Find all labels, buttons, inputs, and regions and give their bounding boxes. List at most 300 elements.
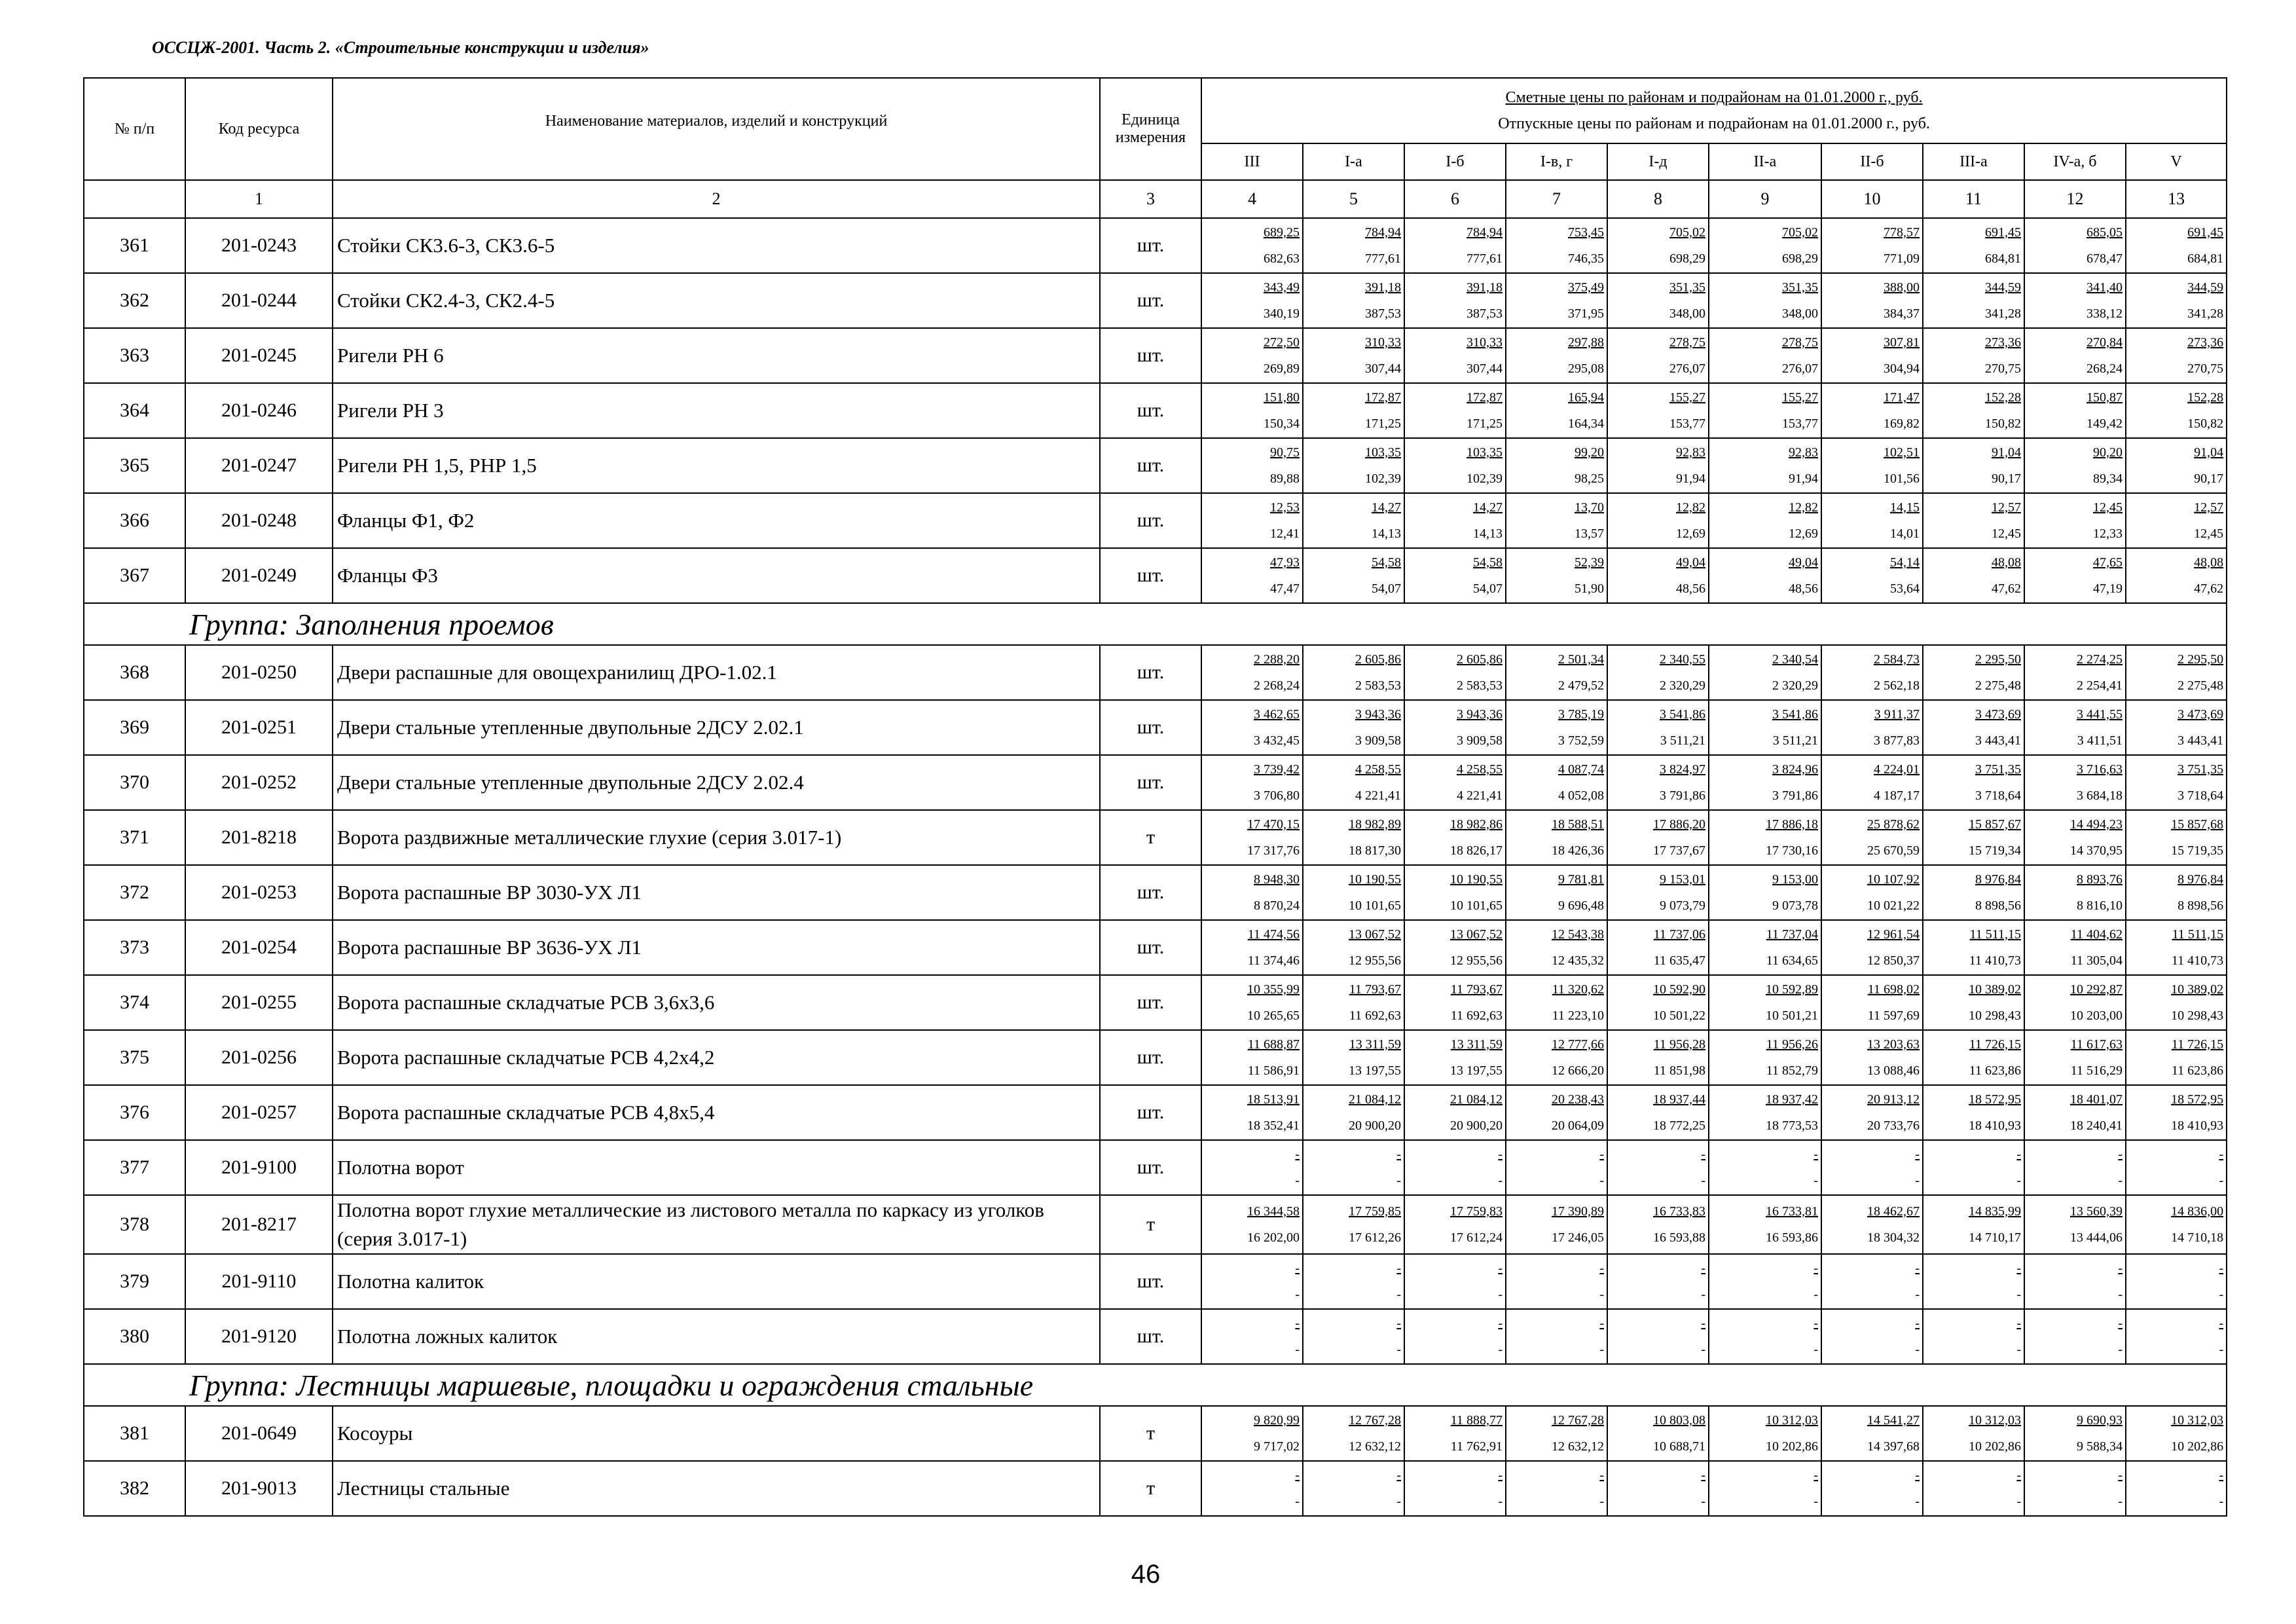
release-price: 153,77 [1782, 416, 1818, 431]
row-number: 379 [84, 1254, 185, 1309]
price-cell [2024, 1461, 2126, 1516]
estimated-price: 11 320,62 [1552, 982, 1604, 997]
release-price: - [1396, 1287, 1401, 1302]
estimated-price: 152,28 [2187, 390, 2224, 405]
release-price: 270,75 [1985, 361, 2021, 376]
release-price: 3 411,51 [2077, 733, 2123, 748]
group-spacer [84, 1364, 185, 1406]
price-cell [1821, 548, 1923, 603]
estimated-price: 12,45 [2093, 500, 2123, 515]
price-cell [2126, 1085, 2227, 1140]
estimated-price: - [2118, 1468, 2123, 1483]
price-cell [1923, 383, 2024, 438]
estimated-price: 10 389,02 [2171, 982, 2224, 997]
unit: шт. [1100, 645, 1201, 700]
estimated-price: 17 470,15 [1247, 817, 1300, 832]
estimated-price: 11 511,15 [1969, 927, 2021, 942]
price-cell [1821, 1195, 1923, 1254]
release-price: 4 052,08 [1558, 788, 1604, 803]
estimated-price: 13 560,39 [2070, 1204, 2123, 1219]
item-name: Ворота распашные складчатые РСВ 3,6х3,6 [333, 975, 1100, 1030]
release-price: 14 710,17 [1969, 1230, 2021, 1245]
price-cell [1506, 810, 1607, 865]
price-cell [2024, 645, 2126, 700]
estimated-price: 270,84 [2086, 335, 2123, 350]
resource-code: 201-0252 [185, 755, 333, 810]
release-price: 12,45 [2194, 526, 2224, 541]
resource-code: 201-0246 [185, 383, 333, 438]
release-price: 3 718,64 [2178, 788, 2224, 803]
estimated-price: 310,33 [1365, 335, 1401, 350]
price-cell [1607, 383, 1709, 438]
price-cell [1303, 1030, 1404, 1085]
price-cell [1821, 438, 1923, 493]
estimated-price: 11 793,67 [1349, 982, 1401, 997]
estimated-price: 11 726,15 [2171, 1037, 2224, 1052]
release-price: 12 435,32 [1552, 953, 1604, 968]
release-price: 20 733,76 [1867, 1118, 1920, 1133]
item-name: Ворота распашные ВР 3636-УХ Л1 [333, 920, 1100, 975]
price-cell [1404, 328, 1506, 383]
estimated-price: 11 511,15 [2172, 927, 2224, 942]
price-cell [1709, 438, 1821, 493]
price-cell [1303, 975, 1404, 1030]
column-number-cell: 7 [1506, 180, 1607, 218]
price-cell [1404, 1254, 1506, 1309]
release-price: 48,56 [1676, 581, 1705, 596]
estimated-price: 20 913,12 [1867, 1092, 1920, 1107]
price-cell [1404, 755, 1506, 810]
estimated-price: 11 956,28 [1653, 1037, 1705, 1052]
estimated-price: - [2016, 1147, 2021, 1162]
estimated-price: 103,35 [1365, 445, 1401, 460]
release-price: 3 511,21 [1772, 733, 1818, 748]
price-cell [1923, 700, 2024, 755]
release-price: 11 692,63 [1450, 1008, 1503, 1023]
price-cell [1201, 920, 1303, 975]
column-number-cell: 5 [1303, 180, 1404, 218]
price-cell [2126, 1030, 2227, 1085]
price-cell [2126, 1195, 2227, 1254]
price-cell [1201, 328, 1303, 383]
release-price: 11 851,98 [1653, 1063, 1705, 1078]
item-name: Двери стальные утепленные двупольные 2ДСУ 2.02.1 [333, 700, 1100, 755]
resource-code: 201-0250 [185, 645, 333, 700]
header-prices-line2: Отпускные цены по районам и подрайонам на 01.01.2000 г., руб. [1498, 115, 1930, 132]
price-cell [1821, 273, 1923, 328]
release-price: 14 370,95 [2070, 843, 2123, 858]
price-cell [1506, 1195, 1607, 1254]
price-cell [1923, 493, 2024, 548]
estimated-price: - [1599, 1468, 1604, 1483]
release-price: 15 719,35 [2171, 843, 2224, 858]
release-price: 169,82 [1884, 416, 1920, 431]
estimated-price: 689,25 [1264, 225, 1300, 240]
price-cell [1607, 273, 1709, 328]
estimated-price: 11 688,87 [1247, 1037, 1300, 1052]
estimated-price: - [1498, 1316, 1503, 1331]
price-cell [1821, 328, 1923, 383]
release-price: 8 898,56 [1975, 898, 2021, 913]
document-header: ОССЦЖ-2001. Часть 2. «Строительные конструкции и изделия» [152, 38, 649, 57]
price-cell [1709, 1195, 1821, 1254]
estimated-price: 172,87 [1365, 390, 1401, 405]
price-cell [1201, 273, 1303, 328]
estimated-price: 14,15 [1890, 500, 1920, 515]
price-cell [1821, 383, 1923, 438]
price-cell [1404, 1195, 1506, 1254]
estimated-price: 99,20 [1575, 445, 1604, 460]
resource-code: 201-0245 [185, 328, 333, 383]
release-price: 341,28 [1985, 306, 2021, 321]
column-number-row [84, 180, 2227, 218]
price-cell [1303, 383, 1404, 438]
price-cell [1303, 218, 1404, 273]
resource-code: 201-0257 [185, 1085, 333, 1140]
item-name: Ворота распашные складчатые РСВ 4,2х4,2 [333, 1030, 1100, 1085]
price-cell [1607, 328, 1709, 383]
price-cell [1821, 700, 1923, 755]
resource-code: 201-0256 [185, 1030, 333, 1085]
release-price: - [1599, 1494, 1604, 1509]
price-cell [1506, 1309, 1607, 1364]
estimated-price: 8 893,76 [2077, 872, 2123, 887]
estimated-price: 278,75 [1782, 335, 1818, 350]
release-price: 17 737,67 [1653, 843, 1705, 858]
estimated-price: 16 733,83 [1653, 1204, 1705, 1219]
price-cell [2024, 1030, 2126, 1085]
release-price: 2 562,18 [1874, 678, 1920, 693]
release-price: - [1915, 1287, 1920, 1302]
release-price: 2 275,48 [2178, 678, 2224, 693]
region-header-cell: I-д [1607, 143, 1709, 180]
resource-code: 201-0244 [185, 273, 333, 328]
price-cell [1821, 1406, 1923, 1461]
row-number: 366 [84, 493, 185, 548]
price-cell [1607, 1140, 1709, 1195]
price-cell [2024, 383, 2126, 438]
item-name: Ворота раздвижные металлические глухие (серия 3.017-1) [333, 810, 1100, 865]
release-price: - [1915, 1173, 1920, 1188]
estimated-price: 3 751,35 [2178, 762, 2224, 777]
table-body [84, 218, 2227, 1516]
price-cell [1821, 1140, 1923, 1195]
release-price: 12 955,56 [1450, 953, 1503, 968]
release-price: 3 752,59 [1558, 733, 1604, 748]
release-price: 11 623,86 [2171, 1063, 2224, 1078]
price-cell [1709, 1309, 1821, 1364]
estimated-price: 18 513,91 [1247, 1092, 1300, 1107]
region-header-cell: I-а [1303, 143, 1404, 180]
price-cell [1607, 438, 1709, 493]
release-price: 11 410,73 [2171, 953, 2224, 968]
table-row [84, 810, 2227, 865]
group-spacer [84, 603, 185, 645]
release-price: 3 909,58 [1457, 733, 1503, 748]
price-cell [2024, 493, 2126, 548]
estimated-price: 12 767,28 [1349, 1413, 1401, 1428]
estimated-price: 2 605,86 [1355, 652, 1401, 667]
price-cell [2024, 975, 2126, 1030]
estimated-price: 10 312,03 [2171, 1413, 2224, 1428]
release-price: 307,44 [1365, 361, 1401, 376]
column-number-cell: 8 [1607, 180, 1709, 218]
price-cell [1404, 383, 1506, 438]
price-cell [1506, 1140, 1607, 1195]
estimated-price: 155,27 [1669, 390, 1705, 405]
estimated-price: - [2118, 1147, 2123, 1162]
price-cell [1709, 383, 1821, 438]
price-cell [1821, 975, 1923, 1030]
estimated-price: 3 441,55 [2077, 707, 2123, 722]
region-header-cell: III [1201, 143, 1303, 180]
release-price: 10 298,43 [2171, 1008, 2224, 1023]
resource-code: 201-0247 [185, 438, 333, 493]
release-price: 387,53 [1365, 306, 1401, 321]
price-cell [1709, 1254, 1821, 1309]
release-price: 150,82 [1985, 416, 2021, 431]
price-cell [1404, 548, 1506, 603]
estimated-price: 17 390,89 [1552, 1204, 1604, 1219]
estimated-price: 92,83 [1676, 445, 1705, 460]
price-cell [1821, 1254, 1923, 1309]
release-price: 3 511,21 [1660, 733, 1705, 748]
price-cell [2024, 810, 2126, 865]
estimated-price: 388,00 [1884, 280, 1920, 295]
estimated-price: 307,81 [1884, 335, 1920, 350]
estimated-price: 784,94 [1365, 225, 1401, 240]
estimated-price: 3 824,96 [1772, 762, 1818, 777]
price-cell [1303, 548, 1404, 603]
price-cell [1821, 1461, 1923, 1516]
item-name: Двери распашные для овощехранилищ ДРО-1.02.1 [333, 645, 1100, 700]
release-price: 25 670,59 [1867, 843, 1920, 858]
unit: шт. [1100, 975, 1201, 1030]
release-price: 3 706,80 [1254, 788, 1300, 803]
estimated-price: 49,04 [1789, 555, 1818, 570]
price-cell [1923, 438, 2024, 493]
price-cell [1506, 273, 1607, 328]
price-cell [1201, 383, 1303, 438]
estimated-price: 3 473,69 [1975, 707, 2021, 722]
estimated-price: - [1295, 1261, 1300, 1276]
price-cell [1923, 1309, 2024, 1364]
table-row [84, 865, 2227, 920]
release-price: 3 443,41 [2178, 733, 2224, 748]
estimated-price: 9 690,93 [2077, 1413, 2123, 1428]
release-price: 10 265,65 [1247, 1008, 1300, 1023]
release-price: 11 305,04 [2070, 953, 2123, 968]
price-cell [1821, 865, 1923, 920]
price-cell [1821, 810, 1923, 865]
release-price: 12 955,56 [1349, 953, 1401, 968]
row-number: 370 [84, 755, 185, 810]
release-price: 18 410,93 [1969, 1118, 2021, 1133]
price-cell [1303, 1254, 1404, 1309]
column-number-cell: 6 [1404, 180, 1506, 218]
release-price: 698,29 [1669, 251, 1705, 266]
release-price: 171,25 [1365, 416, 1401, 431]
price-cell [1709, 1461, 1821, 1516]
row-number: 381 [84, 1406, 185, 1461]
table-row [84, 383, 2227, 438]
unit: шт. [1100, 865, 1201, 920]
price-cell [1607, 1030, 1709, 1085]
price-cell [1506, 975, 1607, 1030]
release-price: - [2219, 1494, 2224, 1509]
release-price: 13 088,46 [1867, 1063, 1920, 1078]
item-name: Полотна ворот глухие металлические из листового металла по каркасу из уголков (серия 3.017-1) [333, 1195, 1100, 1254]
header-unit: Единица измерения [1100, 78, 1201, 180]
price-cell [2126, 383, 2227, 438]
table-row [84, 1140, 2227, 1195]
estimated-price: 9 153,00 [1772, 872, 1818, 887]
release-price: 102,39 [1467, 471, 1503, 486]
price-cell [1404, 865, 1506, 920]
price-cell [1506, 1254, 1607, 1309]
release-price: 371,95 [1568, 306, 1604, 321]
release-price: 89,34 [2093, 471, 2123, 486]
region-header-cell: IV-а, б [2024, 143, 2126, 180]
release-price: - [1295, 1494, 1300, 1509]
estimated-price: 375,49 [1568, 280, 1604, 295]
row-number: 362 [84, 273, 185, 328]
estimated-price: 16 344,58 [1247, 1204, 1300, 1219]
estimated-price: 685,05 [2086, 225, 2123, 240]
price-cell [2024, 328, 2126, 383]
release-price: 3 791,86 [1660, 788, 1705, 803]
row-number: 376 [84, 1085, 185, 1140]
estimated-price: - [2219, 1468, 2224, 1483]
header-code: Код ресурса [185, 78, 333, 180]
estimated-price: - [2016, 1261, 2021, 1276]
column-number-cell: 2 [333, 180, 1100, 218]
release-price: 48,56 [1789, 581, 1818, 596]
header-name: Наименование материалов, изделий и конструкций [333, 78, 1100, 180]
row-number: 365 [84, 438, 185, 493]
price-cell [1923, 218, 2024, 273]
unit: шт. [1100, 755, 1201, 810]
release-price: 51,90 [1575, 581, 1604, 596]
price-cell [1506, 755, 1607, 810]
estimated-price: 48,08 [1992, 555, 2021, 570]
estimated-price: - [1701, 1468, 1705, 1483]
price-cell [1303, 328, 1404, 383]
row-number: 361 [84, 218, 185, 273]
price-cell [1607, 645, 1709, 700]
release-price: - [2118, 1287, 2123, 1302]
estimated-price: 12,53 [1270, 500, 1300, 515]
estimated-price: 151,80 [1264, 390, 1300, 405]
release-price: 8 870,24 [1254, 898, 1300, 913]
price-cell [2126, 755, 2227, 810]
row-number: 374 [84, 975, 185, 1030]
estimated-price: - [1915, 1147, 1920, 1162]
estimated-price: 3 911,37 [1874, 707, 1920, 722]
release-price: - [2118, 1342, 2123, 1357]
release-price: - [1915, 1494, 1920, 1509]
price-cell [1404, 700, 1506, 755]
price-cell [1607, 865, 1709, 920]
row-number: 369 [84, 700, 185, 755]
row-number: 367 [84, 548, 185, 603]
release-price: 47,62 [1992, 581, 2021, 596]
estimated-price: 155,27 [1782, 390, 1818, 405]
price-cell [1201, 1085, 1303, 1140]
release-price: 295,08 [1568, 361, 1604, 376]
estimated-price: 8 976,84 [1975, 872, 2021, 887]
region-header-cell: I-в, г [1506, 143, 1607, 180]
row-number: 375 [84, 1030, 185, 1085]
estimated-price: 10 389,02 [1969, 982, 2021, 997]
release-price: - [2118, 1173, 2123, 1188]
row-number: 372 [84, 865, 185, 920]
region-header-cell: V [2126, 143, 2227, 180]
release-price: 149,42 [2086, 416, 2123, 431]
unit: шт. [1100, 218, 1201, 273]
release-price: 10 202,86 [2171, 1439, 2224, 1454]
release-price: 3 443,41 [1975, 733, 2021, 748]
unit: т [1100, 810, 1201, 865]
price-cell [2126, 1309, 2227, 1364]
row-number: 368 [84, 645, 185, 700]
estimated-price: - [1915, 1261, 1920, 1276]
release-price: 9 696,48 [1558, 898, 1604, 913]
release-price: - [1498, 1287, 1503, 1302]
release-price: 17 317,76 [1247, 843, 1300, 858]
release-price: 47,62 [2194, 581, 2224, 596]
estimated-price: 10 592,89 [1766, 982, 1818, 997]
price-cell [2126, 1461, 2227, 1516]
estimated-price: 18 401,07 [2070, 1092, 2123, 1107]
resource-code: 201-0255 [185, 975, 333, 1030]
price-cell [1201, 438, 1303, 493]
release-price: 18 304,32 [1867, 1230, 1920, 1245]
estimated-price: 10 190,55 [1349, 872, 1401, 887]
release-price: - [1599, 1287, 1604, 1302]
price-cell [1303, 438, 1404, 493]
release-price: 89,88 [1270, 471, 1300, 486]
release-price: 12 850,37 [1867, 953, 1920, 968]
release-price: 384,37 [1884, 306, 1920, 321]
estimated-price: - [2219, 1147, 2224, 1162]
header-num: № п/п [84, 78, 185, 180]
item-name: Полотна ложных калиток [333, 1309, 1100, 1364]
estimated-price: 273,36 [2187, 335, 2224, 350]
estimated-price: 3 824,97 [1660, 762, 1705, 777]
estimated-price: 784,94 [1467, 225, 1503, 240]
price-cell [1923, 1461, 2024, 1516]
row-number: 377 [84, 1140, 185, 1195]
release-price: 678,47 [2086, 251, 2123, 266]
price-cell [1201, 1140, 1303, 1195]
release-price: 18 410,93 [2171, 1118, 2224, 1133]
release-price: 11 374,46 [1247, 953, 1300, 968]
release-price: 10 203,00 [2070, 1008, 2123, 1023]
release-price: 304,94 [1884, 361, 1920, 376]
price-cell [1607, 548, 1709, 603]
release-price: 2 583,53 [1355, 678, 1401, 693]
item-name: Ригели РН 6 [333, 328, 1100, 383]
estimated-price: 10 592,90 [1653, 982, 1705, 997]
price-cell [1201, 1254, 1303, 1309]
release-price: 269,89 [1264, 361, 1300, 376]
table-row [84, 218, 2227, 273]
estimated-price: - [1813, 1316, 1818, 1331]
table-row [84, 645, 2227, 700]
release-price: 2 320,29 [1660, 678, 1705, 693]
item-name: Фланцы Ф3 [333, 548, 1100, 603]
